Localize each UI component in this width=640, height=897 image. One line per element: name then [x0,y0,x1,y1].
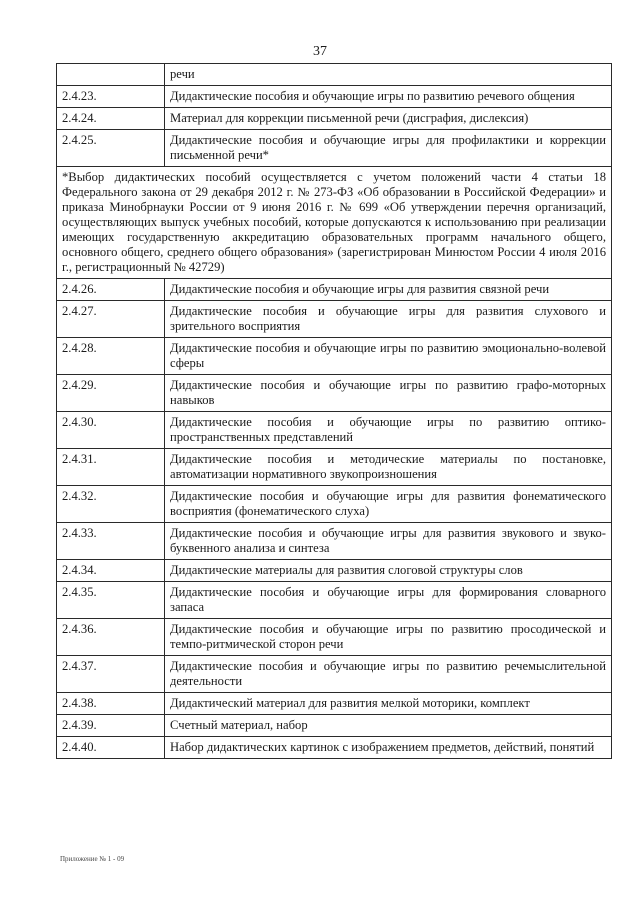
item-description: Набор дидактических картинок с изображением предметов, действий, понятий [165,737,612,759]
item-code: 2.4.26. [57,279,165,301]
table-row [57,656,612,693]
item-description: речи [165,64,612,86]
page-number: 37 [313,44,327,59]
item-code: 2.4.30. [57,412,165,449]
table-note-section [57,167,612,279]
table-row [57,279,612,301]
item-description: Дидактические пособия и обучающие игры по развитию оптико-пространственных представлений [165,412,612,449]
item-code: 2.4.34. [57,560,165,582]
item-code: 2.4.37. [57,656,165,693]
item-description: Дидактические пособия и обучающие игры для профилактики и коррекции письменной речи* [165,130,612,167]
item-code: 2.4.33. [57,523,165,560]
table-body-top [57,64,612,167]
note-row [57,167,612,279]
item-code: 2.4.27. [57,301,165,338]
table-row [57,130,612,167]
table-row [57,737,612,759]
table-row [57,715,612,737]
table-body-bottom [57,279,612,759]
item-description: Счетный материал, набор [165,715,612,737]
table-row [57,560,612,582]
item-code: 2.4.28. [57,338,165,375]
item-code: 2.4.38. [57,693,165,715]
item-code: 2.4.31. [57,449,165,486]
item-description: Дидактические пособия и обучающие игры по развитию просодической и темпо-ритмической сторон речи [165,619,612,656]
table-row [57,619,612,656]
table-row [57,64,612,86]
item-description: Дидактические материалы для развития слоговой структуры слов [165,560,612,582]
item-code: 2.4.35. [57,582,165,619]
table-row [57,486,612,523]
item-description: Дидактические пособия и обучающие игры для развития слухового и зрительного восприятия [165,301,612,338]
table-row [57,449,612,486]
item-description: Материал для коррекции письменной речи (дисграфия, дислексия) [165,108,612,130]
table-row [57,523,612,560]
table-row [57,582,612,619]
item-code [57,64,165,86]
item-code: 2.4.29. [57,375,165,412]
item-code: 2.4.32. [57,486,165,523]
table-row [57,86,612,108]
item-code: 2.4.39. [57,715,165,737]
footnote-text: *Выбор дидактических пособий осуществляется с учетом положений части 4 статьи 18 Федерального закона от 29 декабря 2012 г. № 273-ФЗ «Об образовании в Российской Федерации» и приказа Минобрнауки России от 9 июня 2016 г. № 699 «Об утверждении перечня организаций, осуществляющих выпуск учебных пособий, которые допускаются к использованию при реализации имеющих государственную аккредитацию образовательных программ начального общего, основного общего, среднего общего образования» (зарегистрирован Минюстом России 4 июля 2016 г., регистрационный № 42729) [57,167,612,279]
item-description: Дидактические пособия и обучающие игры по развитию речемыслительной деятельности [165,656,612,693]
item-description: Дидактические пособия и обучающие игры по развитию графо-моторных навыков [165,375,612,412]
item-description: Дидактические пособия и обучающие игры для развития звукового и звуко-буквенного анализа и синтеза [165,523,612,560]
item-code: 2.4.40. [57,737,165,759]
item-description: Дидактические пособия и обучающие игры по развитию речевого общения [165,86,612,108]
item-code: 2.4.23. [57,86,165,108]
item-description: Дидактические пособия и обучающие игры для формирования словарного запаса [165,582,612,619]
table-row [57,375,612,412]
item-code: 2.4.24. [57,108,165,130]
item-description: Дидактический материал для развития мелкой моторики, комплект [165,693,612,715]
item-description: Дидактические пособия и обучающие игры для развития фонематического восприятия (фонематического слуха) [165,486,612,523]
item-description: Дидактические пособия и методические материалы по постановке, автоматизации нормативного звукопроизношения [165,449,612,486]
table-row [57,338,612,375]
item-code: 2.4.25. [57,130,165,167]
table-row [57,693,612,715]
table-row [57,108,612,130]
table-row [57,301,612,338]
item-description: Дидактические пособия и обучающие игры по развитию эмоционально-волевой сферы [165,338,612,375]
table-row [57,412,612,449]
item-description: Дидактические пособия и обучающие игры для развития связной речи [165,279,612,301]
page-footer: Приложение № 1 - 09 [60,855,125,863]
item-code: 2.4.36. [57,619,165,656]
equipment-table [56,63,612,759]
